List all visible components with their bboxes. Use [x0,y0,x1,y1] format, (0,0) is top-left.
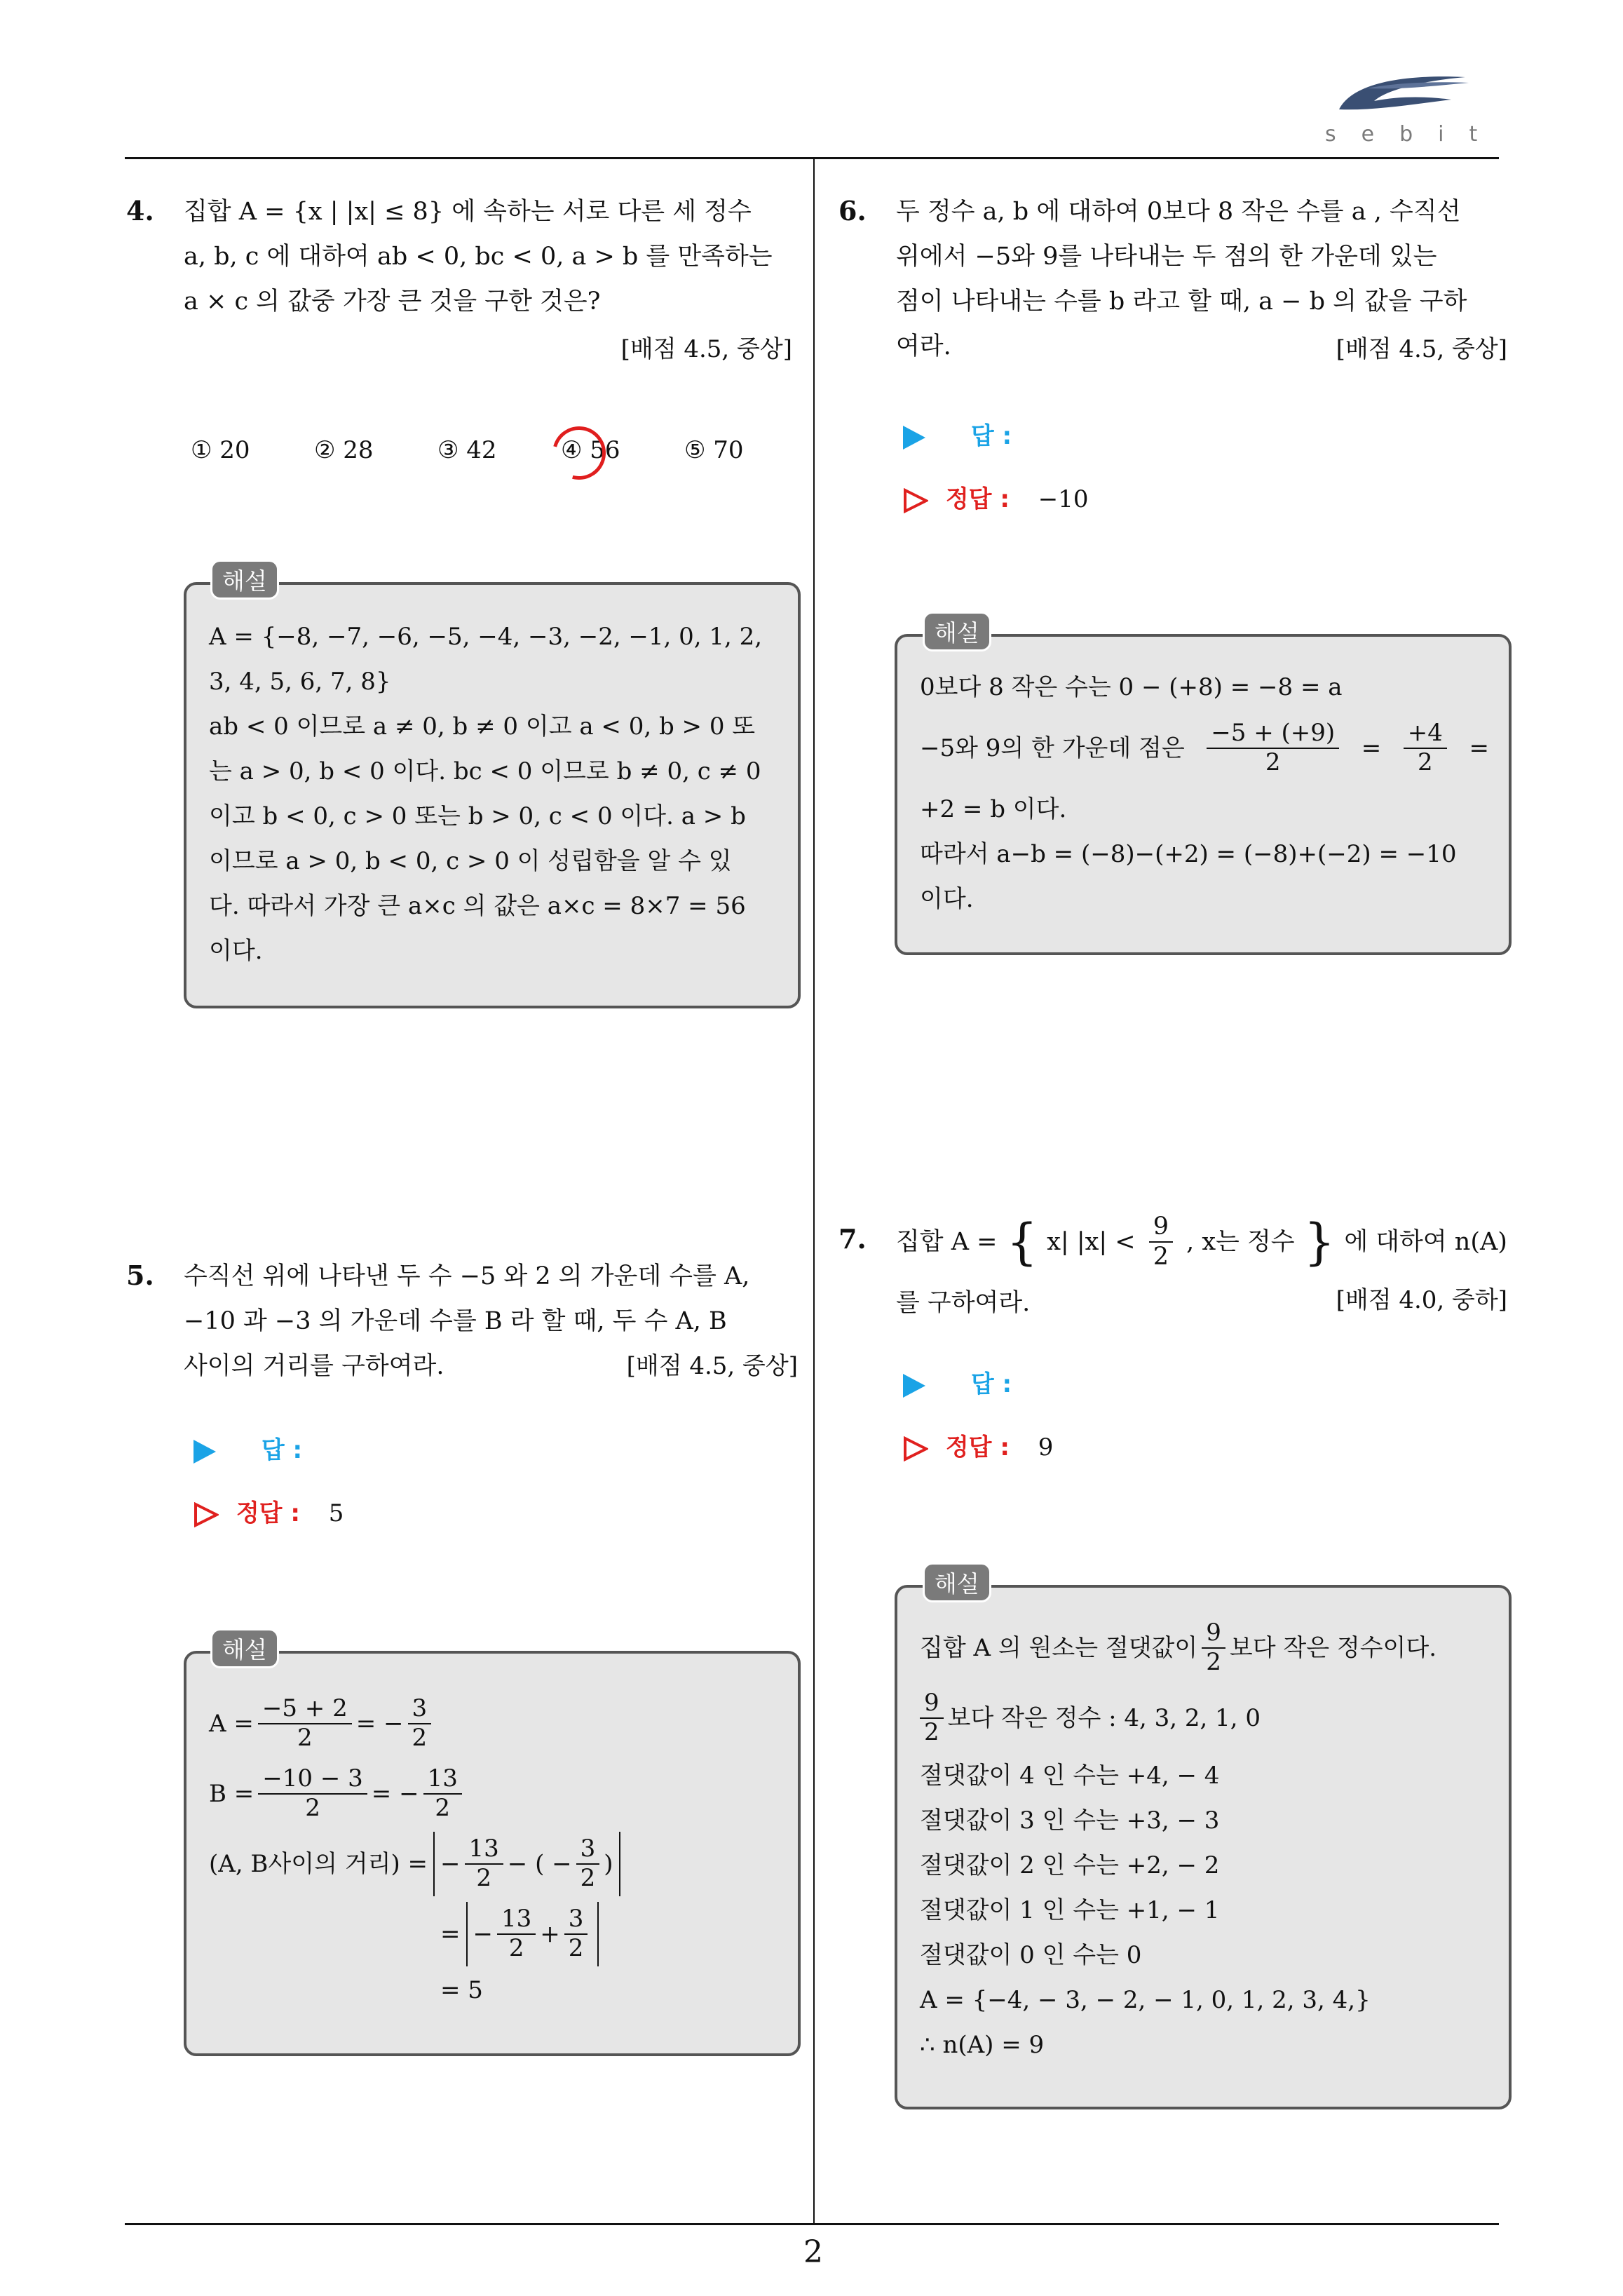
question-5-line: 사이의 거리를 구하여라. [184,1352,444,1380]
numerator: 3 [564,1907,588,1935]
math-text: = [1469,734,1489,762]
brace-close: } [1303,1213,1336,1271]
question-4-line: 집합 A = {x | |x| ≤ 8} 에 속하는 서로 다른 세 정수 [184,198,752,226]
correct-label: 정답 : [236,1499,300,1527]
choice-1[interactable]: ① 20 [191,436,250,464]
math-text: 보다 작은 정수 : 4, 3, 2, 1, 0 [947,1704,1261,1732]
correct-value: 5 [328,1499,344,1527]
solution-line: 이고 b < 0, c > 0 또는 b > 0, c < 0 이다. a > b [209,802,746,830]
question-7-solution-tab: 해설 [923,1562,991,1602]
solution-line-midpoint [920,710,1489,787]
numerator: 9 [920,1691,944,1719]
open-triangle-icon [903,1436,928,1461]
solution-line: 절댓값이 2 인 수는 +2, − 2 [920,1851,1220,1879]
question-6-solution-body [920,665,1489,921]
fraction [1149,1214,1173,1270]
abs-bar [619,1832,620,1896]
question-5-number: 5. [126,1260,154,1291]
math-text: = [440,1919,461,1948]
question-6-score: [배점 4.5, 중상] [1336,335,1507,363]
fraction [564,1907,588,1961]
fraction [423,1764,462,1822]
answer-label: 답 : [261,1436,303,1464]
math-text: A = [209,1709,254,1738]
question-7-number: 7. [838,1223,867,1255]
question-5-answer-row [193,1431,302,1465]
solution-line-a [209,1689,778,1759]
correct-label: 정답 : [945,485,1010,513]
solution-line-result [209,1969,778,2011]
play-triangle-icon [193,1440,216,1464]
denominator: 2 [924,1718,939,1746]
solution-line: 따라서 a−b = (−8)−(+2) = (−8)+(−2) = −10 [920,840,1457,868]
open-triangle-icon [193,1502,219,1527]
question-5-score: [배점 4.5, 중상] [626,1352,798,1380]
solution-line: 이다. [209,937,263,965]
choice-5[interactable]: ⑤ 70 [684,436,744,464]
abs-bar [597,1902,599,1966]
answer-label: 답 : [970,422,1012,450]
choice-3[interactable]: ③ 42 [437,436,497,464]
correct-value: 9 [1038,1433,1054,1461]
solution-line-2 [920,1683,1489,1753]
play-triangle-icon [903,1374,925,1398]
numerator: 9 [1202,1621,1225,1649]
question-7-line: 를 구하여라. [896,1289,1031,1317]
solution-line: 이다. [920,885,974,913]
solution-line-distance-2 [209,1899,778,1969]
math-text: − [473,1919,493,1948]
math-text: −5와 9의 한 가운데 점은 [920,734,1185,762]
solution-line-distance [209,1829,778,1899]
solution-line: A = {−4, − 3, − 2, − 1, 0, 1, 2, 3, 4,} [920,1986,1371,2014]
math-text: x| |x| < [1047,1228,1136,1256]
correct-value: −10 [1038,485,1089,513]
fraction [465,1837,503,1891]
question-5-line: 수직선 위에 나타낸 두 수 −5 와 2 의 가운데 수를 A, [184,1262,750,1290]
math-text: (A, B사이의 거리) = [209,1849,428,1878]
denominator: 2 [1206,1648,1221,1676]
question-4-solution-box [184,582,801,1008]
question-5-solution-tab: 해설 [210,1628,279,1668]
selected-answer-circle [543,417,616,489]
question-4-line: a × c 의 값중 가장 큰 것을 구한 것은? [184,288,601,316]
fraction [1404,721,1447,775]
denominator: 2 [435,1794,451,1822]
solution-line: 절댓값이 4 인 수는 +4, − 4 [920,1762,1220,1790]
math-text: , x는 정수 [1186,1228,1295,1256]
fraction [1207,721,1339,775]
footer-rule [125,2223,1499,2225]
denominator: 2 [305,1794,320,1822]
header-rule [125,157,1499,159]
question-6-line: 점이 나타내는 수를 b 라고 할 때, a − b 의 값을 구하 [896,288,1467,316]
math-text: B = [209,1779,254,1808]
solution-line-1 [920,1613,1489,1683]
open-triangle-icon [903,488,928,513]
correct-label: 정답 : [945,1433,1010,1461]
question-6-correct-row [903,480,1089,514]
solution-line: 0보다 8 작은 수는 0 − (+8) = −8 = a [920,673,1343,701]
math-text: = − [371,1779,419,1808]
math-text: + [540,1919,560,1948]
numerator: 3 [576,1837,600,1865]
answer-label: 답 : [970,1370,1012,1398]
denominator: 2 [1265,748,1281,776]
solution-line: +2 = b 이다. [920,795,1067,823]
math-text: 보다 작은 정수이다. [1229,1634,1437,1662]
numerator: 13 [423,1767,462,1795]
sebit-swoosh-icon [1325,67,1479,123]
question-5-correct-row [193,1494,344,1528]
math-text: = 5 [440,1976,483,2004]
fraction [258,1696,352,1750]
solution-line: 3, 4, 5, 6, 7, 8} [209,668,391,696]
numerator: +4 [1404,721,1447,749]
question-7-answer-row [903,1365,1012,1399]
math-text: = − [355,1709,404,1738]
question-4-number: 4. [126,195,154,227]
numerator: 9 [1149,1214,1173,1243]
question-7-line-1 [896,1203,1507,1281]
fraction [920,1691,944,1745]
numerator: 3 [408,1696,432,1724]
denominator: 2 [580,1864,596,1892]
question-4-text [184,189,799,324]
abs-bar [466,1902,468,1966]
question-4-line: a, b, c 에 대하여 ab < 0, bc < 0, a > b 를 만족하는 [184,243,773,271]
solution-line: 절댓값이 3 인 수는 +3, − 3 [920,1807,1220,1835]
logo-text: sebit [1325,122,1503,147]
question-6-line: 여라. [896,332,951,360]
denominator: 2 [412,1724,428,1752]
question-6-solution-tab: 해설 [923,612,991,651]
fraction [497,1907,536,1961]
denominator: 2 [297,1724,313,1752]
denominator: 2 [508,1934,524,1962]
play-triangle-icon [903,426,925,450]
numerator: −10 − 3 [258,1767,367,1795]
math-text: 집합 A = [896,1228,998,1256]
denominator: 2 [568,1934,584,1962]
math-text: 집합 A 의 원소는 절댓값이 [920,1634,1198,1662]
brace-open: { [1006,1213,1038,1271]
question-6-number: 6. [838,195,867,227]
math-text: − ( − [507,1849,572,1878]
math-text: = [1361,734,1382,762]
question-4-solution-body [209,614,778,973]
fraction [408,1696,432,1750]
question-4-solution-tab: 해설 [210,560,279,600]
solution-line: 이므로 a > 0, b < 0, c > 0 이 성립함을 알 수 있 [209,847,732,875]
question-4-choices [191,436,794,471]
math-text: − [440,1849,461,1878]
fraction [258,1764,367,1822]
question-4-score: [배점 4.5, 중상] [620,335,792,363]
numerator: 13 [465,1837,503,1865]
question-6-solution-box [895,634,1512,955]
solution-line: ∴ n(A) = 9 [920,2031,1045,2059]
question-7-correct-row [903,1428,1053,1462]
question-7-score: [배점 4.0, 중하] [1336,1286,1507,1314]
solution-line-b [209,1759,778,1829]
fraction [576,1837,600,1891]
question-6-line: 두 정수 a, b 에 대하여 0보다 8 작은 수를 a , 수직선 [896,198,1461,226]
solution-line: ab < 0 이므로 a ≠ 0, b ≠ 0 이고 a < 0, b > 0 또 [209,713,756,741]
question-6-answer-row [903,417,1012,451]
numerator: −5 + 2 [258,1696,352,1724]
question-5-solution-body [209,1689,778,2011]
solution-line: 절댓값이 0 인 수는 0 [920,1941,1142,1969]
numerator: 13 [497,1907,536,1935]
column-divider [813,158,815,2224]
math-text: 에 대하여 n(A) [1344,1228,1507,1256]
math-text: ) [604,1849,613,1878]
denominator: 2 [1418,748,1433,776]
question-5-line: −10 과 −3 의 가운데 수를 B 라 할 때, 두 수 A, B [184,1307,727,1335]
solution-line: A = {−8, −7, −6, −5, −4, −3, −2, −1, 0, 1, 2, [209,623,763,651]
solution-line: 다. 따라서 가장 큰 a×c 의 값은 a×c = 8×7 = 56 [209,892,746,920]
question-7-solution-box [895,1585,1512,2109]
question-5-solution-box [184,1651,801,2056]
abs-bar [433,1832,435,1896]
sebit-logo [1325,67,1503,158]
page-number: 2 [803,2234,823,2270]
solution-line: 는 a > 0, b < 0 이다. bc < 0 이므로 b ≠ 0, c ≠ 0 [209,757,761,785]
numerator: −5 + (+9) [1207,721,1339,749]
choice-2[interactable]: ② 28 [314,436,374,464]
denominator: 2 [476,1864,491,1892]
denominator: 2 [1153,1243,1169,1271]
choice-4[interactable]: ④ 56 [561,436,620,464]
solution-line: 절댓값이 1 인 수는 +1, − 1 [920,1896,1220,1924]
fraction [1202,1621,1225,1675]
question-7-solution-body [920,1613,1489,2067]
question-6-line: 위에서 −5와 9를 나타내는 두 점의 한 가운데 있는 [896,243,1437,271]
